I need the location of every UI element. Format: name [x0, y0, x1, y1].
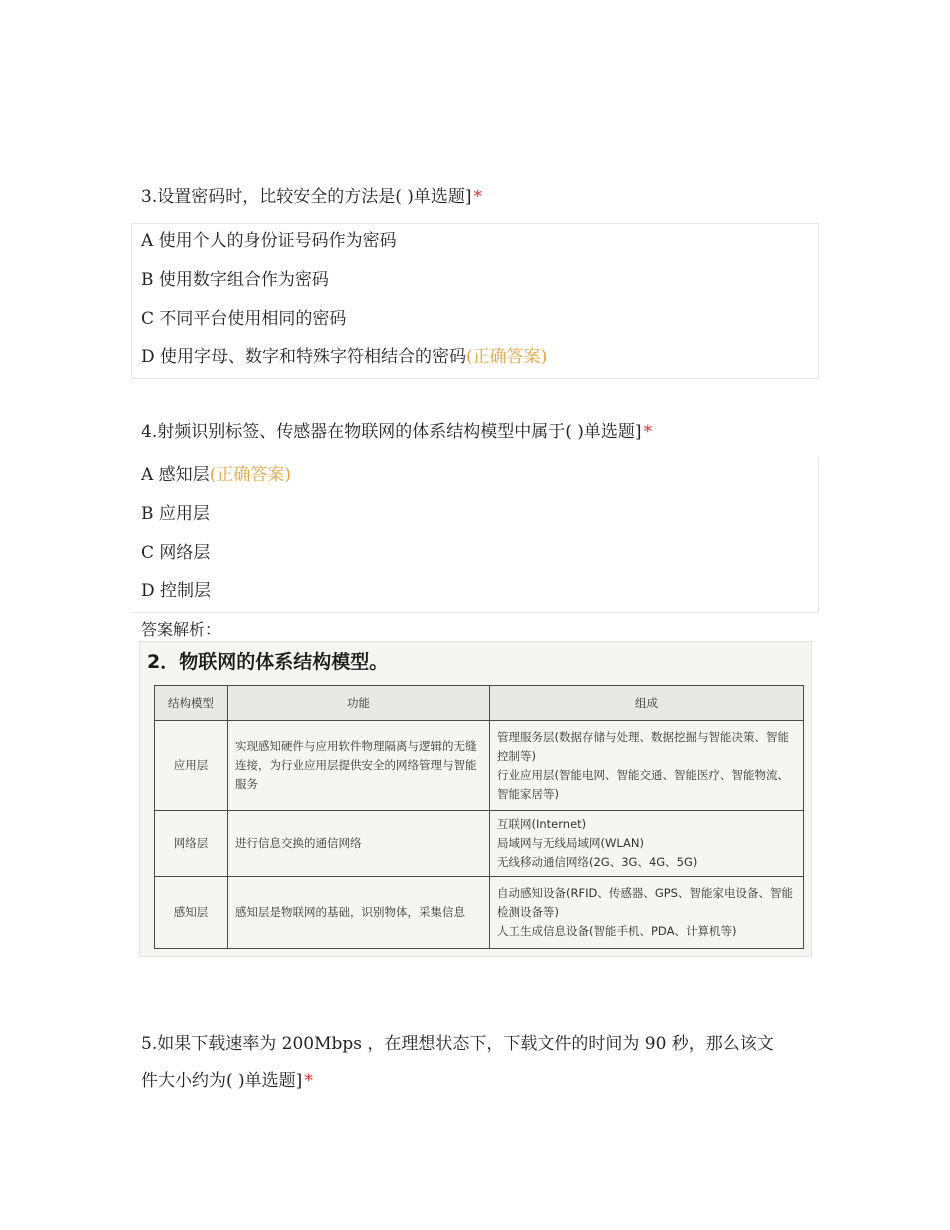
question-3-text: 3.设置密码时，比较安全的方法是( )单选题] [141, 187, 472, 207]
component-item: 互联网(Internet) [497, 817, 587, 831]
option-text: C 网络层 [141, 543, 211, 563]
option-d[interactable] [141, 580, 211, 602]
required-star: * [304, 1071, 313, 1091]
component-item: 管理服务层(数据存储与处理、数据挖掘与智能决策、智能控制等) [497, 729, 789, 763]
explanation-label: 答案解析： [141, 620, 222, 639]
table-row [155, 721, 804, 811]
components-cell [490, 811, 804, 877]
required-star: * [643, 422, 653, 442]
question-5-line-2 [141, 1069, 313, 1093]
option-text: D 控制层 [141, 581, 212, 601]
layer-cell: 网络层 [155, 811, 228, 877]
question-3-options [131, 223, 819, 379]
option-text: C 不同平台使用相同的密码 [141, 309, 347, 329]
components-cell [490, 877, 804, 949]
question-5-line-1: 5.如果下载速率为 200Mbps ，在理想状态下，下载文件的时间为 90 秒，那么该文 [141, 1034, 774, 1054]
option-c[interactable] [141, 308, 346, 330]
option-a[interactable] [141, 464, 291, 486]
option-text: A 使用个人的身份证号码作为密码 [141, 231, 397, 251]
component-item: 行业应用层(智能电网、智能交通、智能医疗、智能物流、智能家居等) [497, 767, 789, 801]
option-d[interactable] [141, 346, 547, 368]
function-cell: 实现感知硬件与应用软件物理隔离与逻辑的无缝连接，为行业应用层提供安全的网络管理与智能服务 [228, 721, 490, 811]
option-a[interactable] [141, 230, 397, 252]
option-text: B 使用数字组合作为密码 [141, 270, 329, 290]
table-row [155, 877, 804, 949]
option-c[interactable] [141, 542, 210, 564]
question-4-title [141, 420, 652, 444]
table-row [155, 811, 804, 877]
component-item: 自动感知设备(RFID、传感器、GPS、智能家电设备、智能检测设备等) [497, 886, 793, 919]
component-item: 局域网与无线局域网(WLAN) [497, 836, 644, 850]
model-table [154, 685, 804, 949]
correct-answer-mark: (正确答案) [209, 465, 291, 485]
layer-cell: 感知层 [155, 877, 228, 949]
correct-answer-mark: (正确答案) [466, 347, 548, 367]
option-text: D 使用字母、数字和特殊字符相结合的密码 [141, 347, 467, 367]
layer-cell: 应用层 [155, 721, 228, 811]
column-header: 功能 [228, 686, 490, 721]
function-cell: 进行信息交换的通信网络 [228, 811, 490, 877]
question-5-text: 件大小约为( )单选题] [141, 1071, 303, 1091]
question-4-options [131, 457, 819, 613]
option-b[interactable] [141, 503, 210, 525]
components-cell [490, 721, 804, 811]
column-header: 组成 [490, 686, 804, 721]
component-item: 人工生成信息设备(智能手机、PDA、计算机等) [497, 924, 737, 938]
figure-title: 2．物联网的体系结构模型。 [147, 651, 389, 673]
question-3-title [141, 185, 482, 209]
question-4-text: 4.射频识别标签、传感器在物联网的体系结构模型中属于( )单选题] [141, 422, 642, 442]
function-cell: 感知层是物联网的基础，识别物体，采集信息 [228, 877, 490, 949]
column-header: 结构模型 [155, 686, 228, 721]
option-text: A 感知层 [141, 465, 210, 485]
explanation-figure [139, 641, 812, 957]
table-header-row [155, 686, 804, 721]
required-star: * [473, 187, 483, 207]
option-text: B 应用层 [141, 504, 210, 524]
option-b[interactable] [141, 269, 329, 291]
component-item: 无线移动通信网络(2G、3G、4G、5G) [497, 855, 698, 869]
